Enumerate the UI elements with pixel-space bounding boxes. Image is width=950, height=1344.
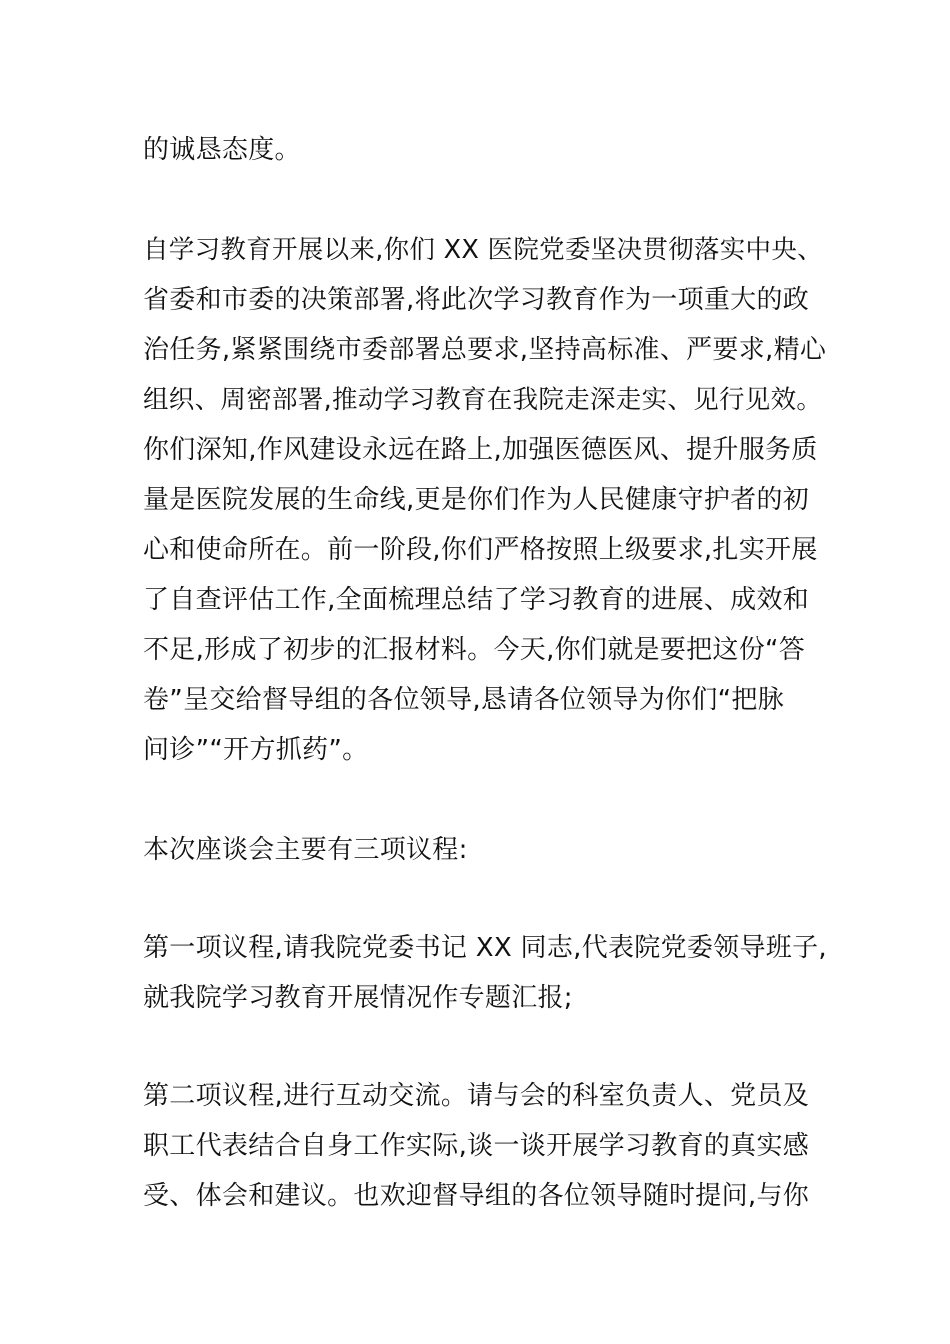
paragraph-1-line-1: 的诚恳态度。 xyxy=(143,135,301,165)
paragraph-2-line-1: 自学习教育开展以来,你们 XX 医院党委坚决贯彻落实中央、 xyxy=(143,235,823,265)
paragraph-2-line-8: 了自查评估工作,全面梳理总结了学习教育的进展、成效和 xyxy=(143,585,810,615)
paragraph-2-line-10: 卷”呈交给督导组的各位领导,恳请各位领导为你们“把脉 xyxy=(143,685,785,715)
paragraph-2-line-2: 省委和市委的决策部署,将此次学习教育作为一项重大的政 xyxy=(143,285,810,315)
paragraph-2-line-9: 不足,形成了初步的汇报材料。今天,你们就是要把这份“答 xyxy=(143,635,806,665)
paragraph-4-line-2: 就我院学习教育开展情况作专题汇报; xyxy=(143,983,573,1013)
paragraph-4-line-1: 第一项议程,请我院党委书记 XX 同志,代表院党委领导班子, xyxy=(143,933,827,963)
paragraph-2-line-11: 问诊”“开方抓药”。 xyxy=(143,735,369,765)
paragraph-5-line-2: 职工代表结合自身工作实际,谈一谈开展学习教育的真实感 xyxy=(143,1131,810,1161)
paragraph-5-line-3: 受、体会和建议。也欢迎督导组的各位领导随时提问,与你 xyxy=(143,1181,810,1211)
paragraph-2-line-7: 心和使命所在。前一阶段,你们严格按照上级要求,扎实开展 xyxy=(143,535,818,565)
paragraph-2-line-4: 组织、周密部署,推动学习教育在我院走深走实、见行见效。 xyxy=(143,385,823,415)
paragraph-2-line-3: 治任务,紧紧围绕市委部署总要求,坚持高标准、严要求,精心 xyxy=(143,335,827,365)
paragraph-2-line-6: 量是医院发展的生命线,更是你们作为人民健康守护者的初 xyxy=(143,485,810,515)
paragraph-3-line-1: 本次座谈会主要有三项议程: xyxy=(143,835,468,865)
paragraph-2-line-5: 你们深知,作风建设永远在路上,加强医德医风、提升服务质 xyxy=(143,435,818,465)
paragraph-5-line-1: 第二项议程,进行互动交流。请与会的科室负责人、党员及 xyxy=(143,1081,810,1111)
